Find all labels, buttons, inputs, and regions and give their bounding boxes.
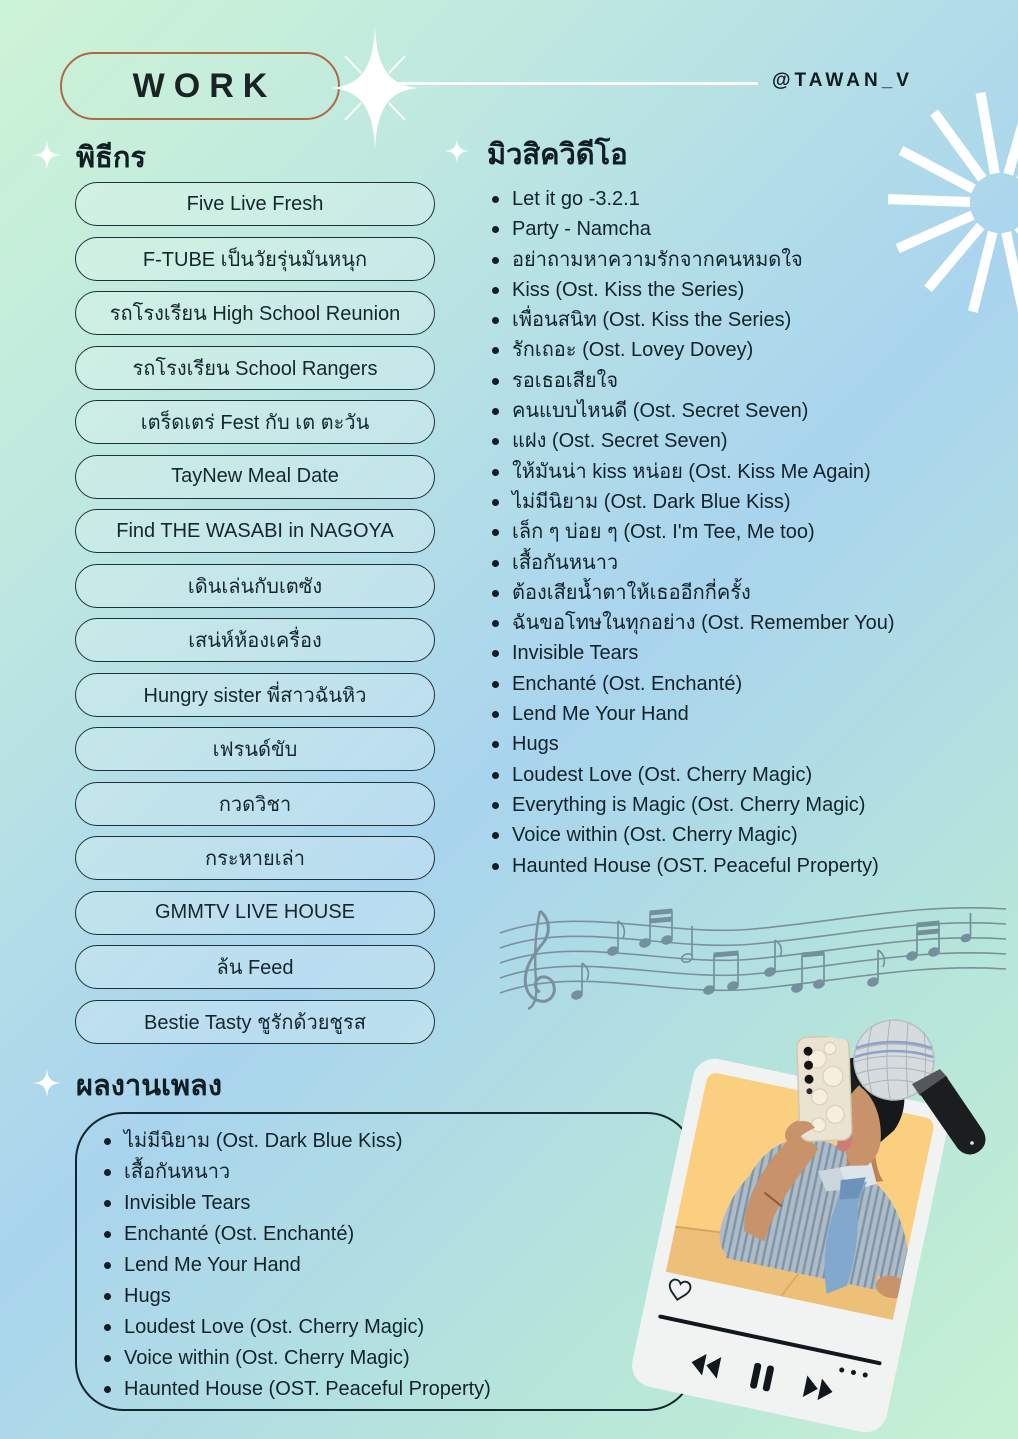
bullet-dot bbox=[492, 347, 499, 354]
heart-icon bbox=[664, 1276, 694, 1305]
bullet-dot bbox=[104, 1386, 111, 1393]
mv-list-item: Voice within (Ost. Cherry Magic) bbox=[492, 820, 1012, 850]
music-staff-decoration bbox=[498, 893, 1010, 1018]
bullet-dot bbox=[104, 1200, 111, 1207]
bullet-dot bbox=[492, 711, 499, 718]
host-show-pill: F-TUBE เป็นวัยรุ่นมันหนุก bbox=[75, 237, 435, 281]
fast-forward-icon bbox=[802, 1374, 836, 1404]
bullet-dot bbox=[492, 620, 499, 627]
mv-list-item: ไม่มีนิยาม (Ost. Dark Blue Kiss) bbox=[492, 487, 1012, 517]
mv-list-item: Let it go -3.2.1 bbox=[492, 184, 1012, 214]
song-list-item: เสื้อกันหนาว bbox=[104, 1157, 664, 1188]
bullet-dot bbox=[104, 1169, 111, 1176]
song-list-item: Invisible Tears bbox=[104, 1188, 664, 1219]
ellipsis-icon bbox=[839, 1367, 868, 1378]
bullet-dot bbox=[492, 408, 499, 415]
host-show-pill: กวดวิชา bbox=[75, 782, 435, 826]
star-icon-host bbox=[32, 140, 62, 170]
bullet-dot bbox=[104, 1262, 111, 1269]
song-list-item: Loudest Love (Ost. Cherry Magic) bbox=[104, 1312, 664, 1343]
mv-list-item: Party - Namcha bbox=[492, 214, 1012, 244]
host-show-pill: Bestie Tasty ชูรักด้วยชูรส bbox=[75, 1000, 435, 1044]
bullet-dot bbox=[492, 499, 499, 506]
mv-list-item: คนแบบไหนดี (Ost. Secret Seven) bbox=[492, 396, 1012, 426]
host-show-pill: Find THE WASABI in NAGOYA bbox=[75, 509, 435, 553]
bullet-dot bbox=[492, 650, 499, 657]
bullet-dot bbox=[492, 802, 499, 809]
song-list-item: Lend Me Your Hand bbox=[104, 1250, 664, 1281]
mv-list-item: Loudest Love (Ost. Cherry Magic) bbox=[492, 760, 1012, 790]
mv-list-item: รอเธอเสียใจ bbox=[492, 366, 1012, 396]
host-show-pill: กระหายเล่า bbox=[75, 836, 435, 880]
pause-icon bbox=[748, 1361, 775, 1393]
song-list-item: Enchanté (Ost. Enchanté) bbox=[104, 1219, 664, 1250]
mv-list-item: Hugs bbox=[492, 729, 1012, 759]
bullet-dot bbox=[492, 741, 499, 748]
bullet-dot bbox=[492, 590, 499, 597]
bullet-dot bbox=[492, 560, 499, 567]
host-show-pill: เดินเล่นกับเตซัง bbox=[75, 564, 435, 608]
host-show-pill: TayNew Meal Date bbox=[75, 455, 435, 499]
host-show-pill: รถโรงเรียน High School Reunion bbox=[75, 291, 435, 335]
bullet-dot bbox=[104, 1293, 111, 1300]
mv-list-item: เพื่อนสนิท (Ost. Kiss the Series) bbox=[492, 305, 1012, 335]
song-list-item: Hugs bbox=[104, 1281, 664, 1312]
bullet-dot bbox=[492, 226, 499, 233]
mv-list-item: ต้องเสียน้ำตาให้เธออีกกี่ครั้ง bbox=[492, 578, 1012, 608]
mv-list-item: ให้มันน่า kiss หน่อย (Ost. Kiss Me Again) bbox=[492, 457, 1012, 487]
host-show-pill: Five Live Fresh bbox=[75, 182, 435, 226]
bullet-dot bbox=[492, 863, 499, 870]
page-title: WORK bbox=[132, 66, 277, 105]
mv-list bbox=[492, 184, 1012, 881]
bullet-dot bbox=[492, 438, 499, 445]
host-show-pill: GMMTV LIVE HOUSE bbox=[75, 891, 435, 935]
section-heading-mv: มิวสิควิดีโอ bbox=[487, 139, 628, 171]
rewind-icon bbox=[688, 1350, 722, 1380]
host-show-pill: เฟรนด์ขับ bbox=[75, 727, 435, 771]
mv-list-item: เสื้อกันหนาว bbox=[492, 548, 1012, 578]
host-show-pill: เตร็ดเตร่ Fest กับ เต ตะวัน bbox=[75, 400, 435, 444]
bullet-dot bbox=[104, 1138, 111, 1145]
player-controls bbox=[632, 1336, 892, 1417]
songs-list bbox=[104, 1126, 664, 1405]
bullet-dot bbox=[492, 378, 499, 385]
bullet-dot bbox=[104, 1355, 111, 1362]
bullet-dot bbox=[104, 1231, 111, 1238]
song-list-item: ไม่มีนิยาม (Ost. Dark Blue Kiss) bbox=[104, 1126, 664, 1157]
social-handle: @TAWAN_V bbox=[772, 70, 913, 91]
sparkle-ray-line bbox=[398, 82, 758, 85]
bullet-dot bbox=[492, 681, 499, 688]
bullet-dot bbox=[492, 772, 499, 779]
bullet-dot bbox=[492, 257, 499, 264]
mv-list-item: Everything is Magic (Ost. Cherry Magic) bbox=[492, 790, 1012, 820]
mv-list-item: Lend Me Your Hand bbox=[492, 699, 1012, 729]
mv-list-item: Kiss (Ost. Kiss the Series) bbox=[492, 275, 1012, 305]
host-show-pill: ล้น Feed bbox=[75, 945, 435, 989]
section-heading-host: พิธีกร bbox=[76, 142, 146, 174]
star-icon-mv bbox=[444, 138, 470, 164]
host-show-pill: Hungry sister พี่สาวฉันหิว bbox=[75, 673, 435, 717]
mv-list-item: แฝง (Ost. Secret Seven) bbox=[492, 426, 1012, 456]
bullet-dot bbox=[492, 317, 499, 324]
mv-list-item: Enchanté (Ost. Enchanté) bbox=[492, 669, 1012, 699]
mv-list-item: รักเถอะ (Ost. Lovey Dovey) bbox=[492, 335, 1012, 365]
section-heading-songs: ผลงานเพลง bbox=[76, 1070, 222, 1102]
host-show-list bbox=[75, 182, 435, 1044]
bullet-dot bbox=[104, 1324, 111, 1331]
bullet-dot bbox=[492, 287, 499, 294]
host-show-pill: เสน่ห์ห้องเครื่อง bbox=[75, 618, 435, 662]
mv-list-item: ฉันขอโทษในทุกอย่าง (Ost. Remember You) bbox=[492, 608, 1012, 638]
mv-list-item: Invisible Tears bbox=[492, 638, 1012, 668]
mv-list-item: เล็ก ๆ บ่อย ๆ (Ost. I'm Tee, Me too) bbox=[492, 517, 1012, 547]
bullet-dot bbox=[492, 832, 499, 839]
sparkle-large-icon bbox=[320, 25, 430, 151]
bullet-dot bbox=[492, 196, 499, 203]
bullet-dot bbox=[492, 469, 499, 476]
mv-list-item: อย่าถามหาความรักจากคนหมดใจ bbox=[492, 245, 1012, 275]
song-list-item: Voice within (Ost. Cherry Magic) bbox=[104, 1343, 664, 1374]
bullet-dot bbox=[492, 529, 499, 536]
work-title-badge bbox=[60, 52, 340, 120]
song-list-item: Haunted House (OST. Peaceful Property) bbox=[104, 1374, 664, 1405]
host-show-pill: รถโรงเรียน School Rangers bbox=[75, 346, 435, 390]
mv-list-item: Haunted House (OST. Peaceful Property) bbox=[492, 851, 1012, 881]
star-icon-songs bbox=[32, 1068, 62, 1098]
microphone-icon bbox=[842, 1014, 992, 1169]
